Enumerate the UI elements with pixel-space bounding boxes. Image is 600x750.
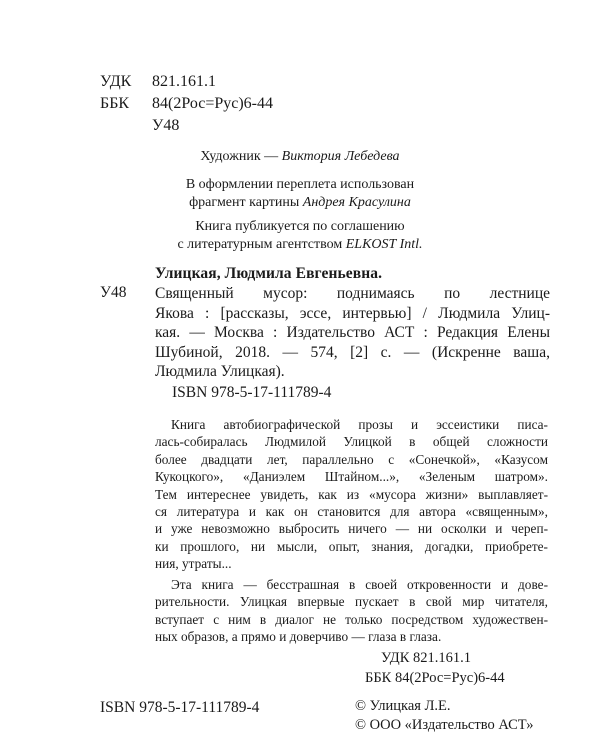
agency-name: ELKOST Intl. (345, 237, 423, 252)
author-mark-left: У48 (100, 284, 127, 301)
annotation-line: рительности. Улицкая впервые пускает в свой мир читателя, (155, 594, 548, 610)
isbn-bottom: ISBN 978-5-17-111789-4 (100, 699, 260, 716)
annotation-line: ных образов, а прямо и доверчиво — глаза в глаза. (155, 629, 442, 645)
agreement-line-2-prefix: с литературным агентством (177, 237, 346, 252)
copyright-author: © Улицкая Л.Е. (355, 698, 451, 714)
description-line: Якова : [рассказы, эссе, интервью] / Людмила Улиц- (155, 304, 550, 322)
copyright-publisher: © ООО «Издательство АСТ» (355, 717, 534, 733)
artist-name: Виктория Лебедева (281, 149, 400, 164)
annotation-paragraph-2 (155, 576, 548, 646)
description-line: кая. — Москва : Издательство АСТ : Редакция Елены (155, 324, 550, 341)
annotation-line: вступает с ним в диалог не только посредством художествен- (155, 611, 548, 627)
annotation-line: Книга автобиографической прозы и эссеистики писа- (171, 417, 548, 432)
cover-line-2-prefix: фрагмент картины (189, 195, 303, 210)
annotation-line: ния, утраты... (155, 556, 232, 572)
agreement-line-2 (150, 236, 450, 254)
bbk-label: ББК (100, 95, 130, 112)
artist-credit (150, 148, 450, 166)
author-heading: Улицкая, Людмила Евгеньевна. (155, 265, 383, 282)
bottom-udk: УДК 821.161.1 (381, 650, 471, 666)
annotation-paragraph-1 (155, 416, 548, 573)
bbk-value: 84(2Рос=Рус)6-44 (152, 95, 274, 112)
bbk-line (100, 95, 273, 113)
artist-prefix: Художник — (200, 149, 282, 164)
description-line: Шубиной, 2018. — 574, [2] с. — (Искренне ваша, (155, 343, 550, 361)
bibliographic-description (155, 284, 550, 382)
udk-label: УДК (100, 73, 132, 90)
description-line: Священный мусор: поднимаясь по лестнице (155, 285, 550, 302)
agreement-line-1: Книга публикуется по соглашению (195, 219, 405, 234)
cover-artist-name: Андрея Красулина (302, 195, 411, 210)
annotation-line: ся литература и как он становится для автора «священным», (155, 504, 548, 520)
cover-credit (150, 176, 450, 212)
annotation-line: лась-собиралась Людмилой Улицкой в общей сложности (155, 434, 548, 450)
bottom-bbk: ББК 84(2Рос=Рус)6-44 (365, 670, 505, 686)
annotation-line: Эта книга — бесстрашная в своей откровенности и дове- (171, 577, 548, 592)
annotation-line: и уже невозможно выбросить ничего — ни осколки и череп- (155, 521, 548, 537)
annotation-line: Тем интереснее увидеть, как из «мусора жизни» выплавляет- (155, 486, 548, 502)
annotation-line: более двадцати лет, параллельно с «Сонечкой», «Казусом (155, 451, 548, 467)
description-line: Людмила Улицкая). (155, 363, 285, 380)
annotation-line: Кукоцкого», «Даниэлем Штайном...», «Зеленым шатром». (155, 469, 548, 485)
author-mark-top: У48 (152, 117, 180, 134)
agreement-credit (150, 218, 450, 254)
cover-line-2 (150, 194, 450, 212)
udk-value: 821.161.1 (152, 73, 216, 90)
isbn-main: ISBN 978-5-17-111789-4 (172, 384, 332, 401)
annotation-line: ки прошлого, ни мысли, опыт, знания, догадки, приобрете- (155, 538, 548, 554)
udk-line (100, 73, 216, 91)
cover-line-1: В оформлении переплета использован (185, 177, 415, 192)
